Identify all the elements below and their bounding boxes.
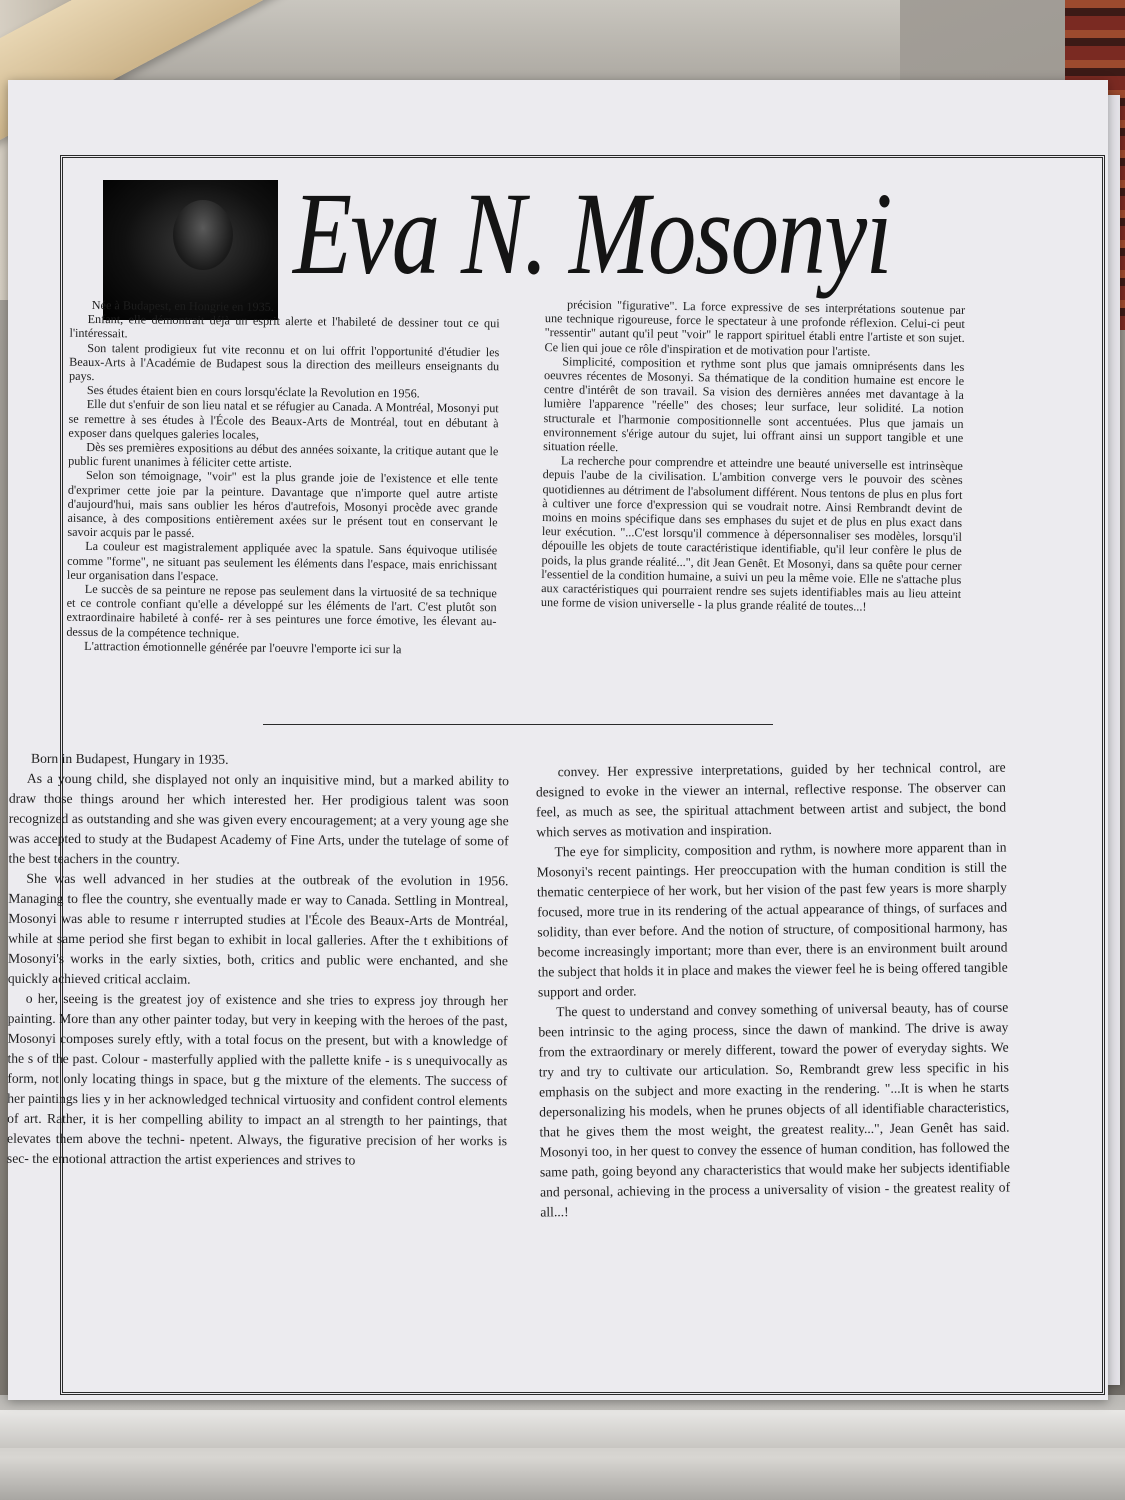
background-rail	[0, 1410, 1125, 1448]
paragraph: L'attraction émotionnelle générée par l'oeuvre l'emporte ici sur la	[84, 638, 402, 657]
paragraph: Enfant, elle démontrait déjà un esprit alerte et l'habileté de dessiner tout ce qui l'intéressait.	[69, 312, 500, 341]
paragraph: Son talent prodigieux fut vite reconnu et on lui offrit l'opportunité d'étudier les Beaux-Arts à l'Académie de Budapest sous la direction des meilleurs enseignants du pays.	[68, 340, 500, 384]
paragraph: She was well advanced in her studies at the outbreak of the evolution in 1956. Managing to flee the country, she eventually made er way to Canada. Settling in Montreal, Mosonyi was able to resume r interrupted studies at l'École des Beaux-Arts de Montréal, while at same period she first began to exhibit in local galleries. After the t exhibitions of Mosonyi's works in the early sixties, both, critics and public were enchanted, and she quickly achieved critical acclaim.	[7, 870, 509, 987]
paragraph: Le succès de sa peinture ne repose pas seulement dans la virtuosité de sa technique et ce controle confiant qu'elle a développé sur les éléments de l'art. C'est plutôt son extraordinaire habileté à confé- rer à ses peintures une force émotive, les élevant au-dessus de la compétence technique.	[66, 581, 497, 641]
french-column-right	[541, 297, 965, 615]
paragraph: Née à Budapest, en Hongrie en 1935.	[91, 297, 274, 314]
paragraph: Ses études étaient bien en cours lorsqu'éclate la Revolution en 1956.	[86, 383, 420, 401]
paragraph: Born in Budapest, Hungary in 1935.	[31, 750, 229, 767]
paragraph: convey. Her expressive interpretations, guided by her technical control, are designed to evoke in the viewer an internal, reflective response. The observer can feel, as much as see, the spiritual attachment between artist and subject, the bond which serves as motivation and inspiration.	[535, 759, 1007, 840]
french-column-left	[66, 298, 500, 658]
english-column-left	[7, 749, 509, 1172]
paragraph: Simplicité, composition et rythme sont plus que jamais omniprésents dans les oeuvres récentes de Mosonyi. Sa thématique de la condition humaine est encore le centre d'intérêt de son travail. Sa vision des dernières années met davantage à la lumière l'apparence "réelle" des choses; leur surface, leur solidité. La notion structurale et l'harmonie compositionnelle sont accentuées. Plus que jamais un environnement s'érige autour du sujet, lui offrant ainsi un support tangible et une situation réelle.	[543, 354, 965, 455]
document-page	[8, 80, 1108, 1400]
paragraph: o her, seeing is the greatest joy of existence and she tries to express joy through her painting. More than any other painter today, but very in keeping with the heroes of the past, Mosonyi composes surely eftly, with a total focus on the present, but with a knowledge of the s of the past. Colour - masterfully applied with the pallette knife - is s unequivocally as form, not only locating things in space, but g the mixture of the elements. The success of her paintings lies y in her acknowledged technical virtuosity and confident control elements of art. Rather, it is her compelling ability to impact an al strength to her paintings, that elevates them above the techni- npetent. Always, the figurative precision of her works is sec- the emotional attraction the artist experiences and strives to	[6, 990, 508, 1168]
page-title: Eva N. Mosonyi	[293, 168, 891, 299]
paragraph: La recherche pour comprendre et atteindre une beauté universelle est intrinsèque depuis l'aube de la civilisation. L'ambition converge vers le pouvoir des scènes quotidiennes au détriment de l'absolument différent. Nous tentons de plus en plus fort à cultiver une force d'expression qui se voudrait notre. Ainsi Rembrandt devint de moins en moins spécifique dans ses emphases du sujet et de plus en plus exact dans leur exécution. "...C'est lorsqu'il commence à dépersonnaliser ses modèles, lorsqu'il dépouille les objets de toute caractéristique identifiable, qu'il leur confère le plus de poids, la plus grande réalité...", dit Jean Genêt. Et Mosonyi, dans sa quête pour cerner l'essentiel de la condition humaine, a suivi un peu la même voie. Elle ne s'attache plus aux caractéristiques qui pourraient rendre ses sujets identifiables mais au lieu atteint une forme de vision universelle - la plus grande réalité de toutes...!	[540, 453, 963, 614]
paragraph: The eye for simplicity, composition and rythm, is nowhere more apparent than in Mosonyi's recent paintings. Her preoccupation with the human condition is still the thematic centerpiece of her work, but her vision of the past few years is more sharply focused, more true in its rendering of the actual appearance of things, of surfaces and solidity, than ever before. And the notion of structure, of compositional harmony, has become increasingly important; more than ever, there is an environment built around the subject that holds it in place and makes the viewer feel he is being offered tangible support and order.	[536, 839, 1008, 1000]
english-column-right	[536, 758, 1011, 1223]
paragraph: La couleur est magistralement appliquée avec la spatule. Sans équivoque utilisée comme "forme", ne situant pas seulement les éléments dans l'espace, mais enrichissant leur organisation dans l'espace.	[66, 539, 498, 584]
paragraph: As a young child, she displayed not only an inquisitive mind, but a marked ability to draw those things around her which interested her. Her prodigious talent was soon recognized as outstanding and she was given every encouragement; at a very young age she was accepted to study at the Budapest Academy of Fine Arts, under the tutelage of some of the best teachers in the country.	[8, 770, 509, 867]
paragraph: Dès ses premières expositions au début des années soixante, la critique autant que le public furent unanimes à féliciter cette artiste.	[68, 439, 499, 471]
section-divider	[263, 724, 773, 725]
paragraph: Elle dut s'enfuir de son lieu natal et se réfugier au Canada. A Montréal, Mosonyi put se remettre à ses études à l'École des Beaux-Arts de Montréal, tout en débutant à exposer dans quelques galeries locales,	[68, 397, 499, 442]
paragraph: précision "figurative". La force expressive de ses interprétations soutenue par une technique rigoureuse, force le spectateur à une profonde réflexion. Celui-ci peut "ressentir" autant qu'il peut "voir" le rapport spirituel établi entre l'artiste et son sujet. Ce lien qui joue ce rôle d'inspiration et de motivation pour l'artiste.	[544, 297, 966, 359]
paragraph: The quest to understand and convey something of universal beauty, has of course been intrinsic to the aging process, since the dawn of mankind. The drive is away from the extraordinary or merely different, toward the power of everyday sights. We try and try to cultivate our articulation. So, Rembrandt grew less specific in his emphasis on the subject and more exacting in the rendering. "...It is when he starts depersonalizing his models, when he prunes objects of all identifiable characteristics, that he gives them the most weight, the greatest reality...", Jean Genêt has said. Mosonyi too, in her quest to convey the essence of human condition, has followed the same path, going beyond any characteristics that would make her subjects identifiable and personal, achieving in the process a universality of vision - the greatest reality of all...!	[538, 999, 1011, 1220]
paragraph: Selon son témoignage, "voir" est la plus grande joie de l'existence et elle tente d'exprimer cette joie par la peinture. Davantage que n'importe quel autre artiste d'aujourd'hui, mais sans oublier les héros d'autrefois, Mosonyi procède avec grande aisance, à des compositions entièrement axées sur le présent tout en conservant le savoir acquis par le passé.	[67, 468, 499, 541]
